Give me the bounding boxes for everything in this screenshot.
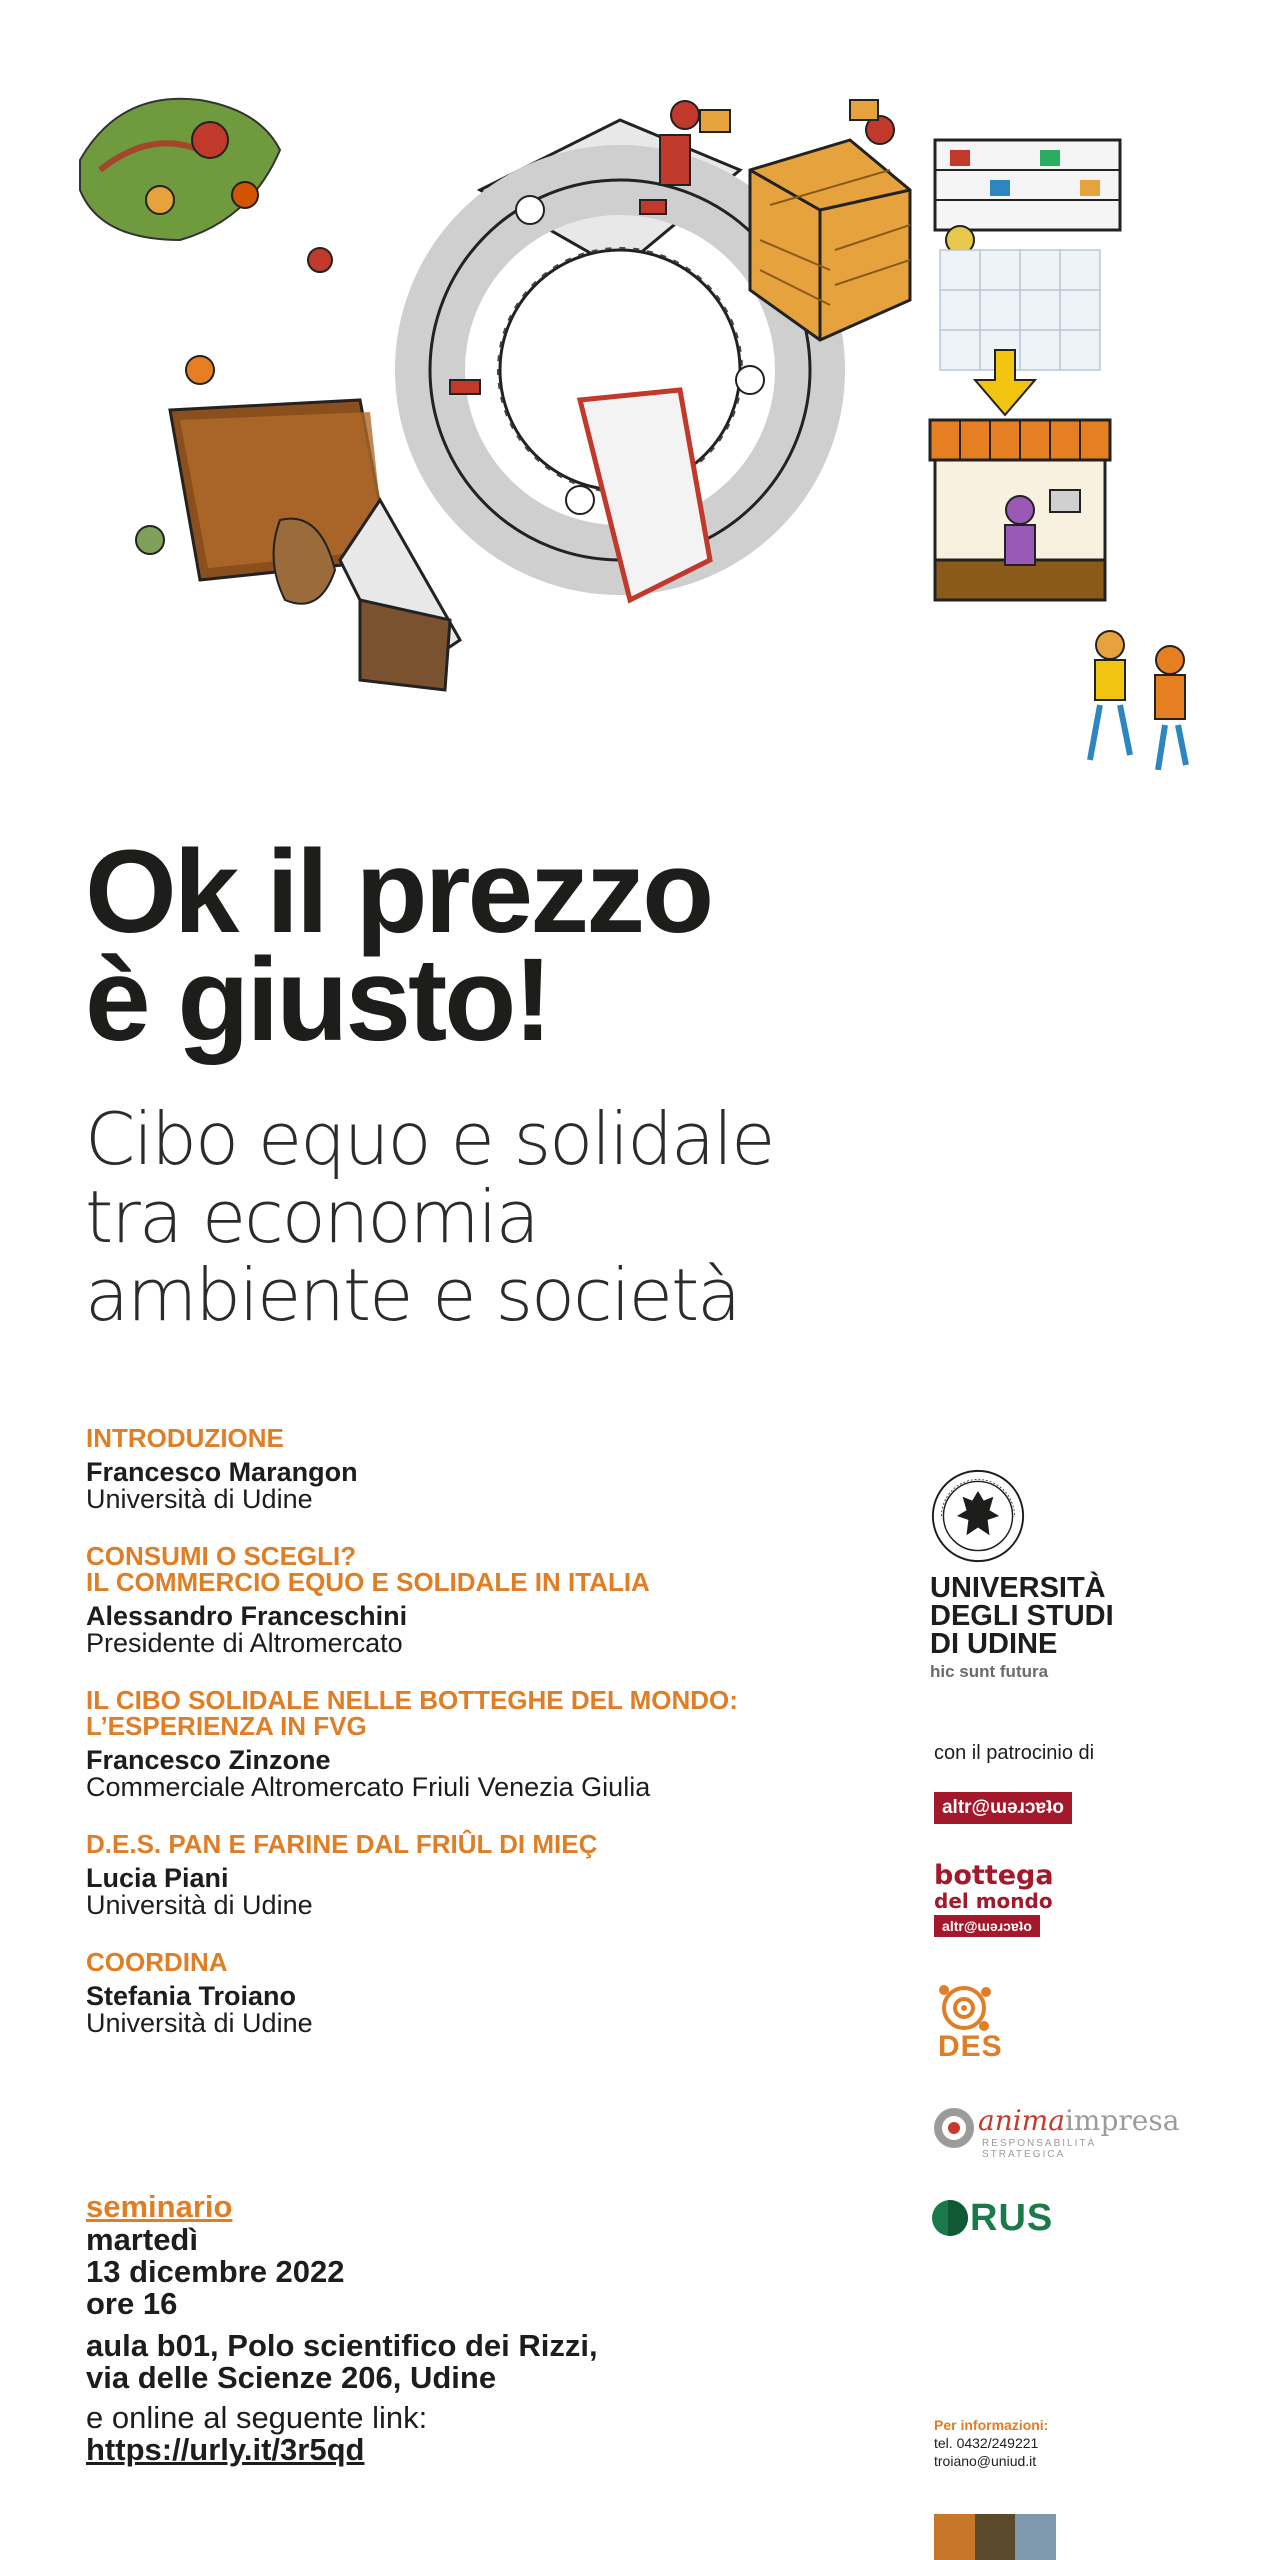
session-cibo-solidale xyxy=(86,1687,906,1801)
university-name xyxy=(930,1574,1160,1658)
contact-heading: Per informazioni: xyxy=(934,2417,1049,2433)
patronage-label: con il patrocinio di xyxy=(934,1742,1095,1764)
des-text: DES xyxy=(938,2030,1003,2063)
event-place-1: aula b01, Polo scientifico dei Rizzi, xyxy=(86,2328,598,2363)
session-heading-line: L’ESPERIENZA IN FVG xyxy=(86,1711,367,1741)
event-day: martedì xyxy=(86,2222,198,2257)
university-logo xyxy=(930,1468,1160,1682)
animaimpresa-name xyxy=(978,2104,1179,2137)
subtitle-line-3: ambiente e società xyxy=(85,1253,740,1337)
university-name-line: DI UDINE xyxy=(930,1628,1058,1660)
bottega-line-1: bottega xyxy=(934,1860,1054,1891)
session-heading xyxy=(86,1425,906,1451)
session-coordina xyxy=(86,1949,906,2037)
title-line-1: Ok il prezzo xyxy=(85,826,712,958)
speaker-name: Lucia Piani xyxy=(86,1863,229,1893)
session-heading-line: CONSUMI O SCEGLI? xyxy=(86,1541,357,1571)
session-des xyxy=(86,1831,906,1919)
hero-illustration xyxy=(60,40,1210,770)
color-bar-2 xyxy=(975,2514,1016,2560)
color-bar-1 xyxy=(934,2514,975,2560)
speaker-name: Alessandro Franceschini xyxy=(86,1601,408,1631)
event-link[interactable]: https://urly.it/3r5qd xyxy=(86,2432,365,2467)
session-heading-line: IL COMMERCIO EQUO E SOLIDALE IN ITALIA xyxy=(86,1567,650,1597)
contact-phone: tel. 0432/249221 xyxy=(934,2435,1039,2451)
animaimpresa-ring-icon xyxy=(934,2108,974,2148)
subtitle-line-2: tra economia xyxy=(85,1175,538,1259)
university-name-line: DEGLI STUDI xyxy=(930,1600,1114,1632)
session-introduzione xyxy=(86,1425,906,1513)
animaimpresa-tagline: RESPONSABILITÀ STRATEGICA xyxy=(982,2138,1097,2160)
seminar-label: seminario xyxy=(86,2189,233,2224)
speaker-name: Stefania Troiano xyxy=(86,1981,297,2011)
speaker-name: Francesco Marangon xyxy=(86,1457,358,1487)
speaker-role: Università di Udine xyxy=(86,1890,313,1920)
university-seal-icon xyxy=(930,1468,1026,1564)
rus-circle-icon xyxy=(932,2200,968,2236)
session-heading xyxy=(86,1687,906,1739)
bottega-line-2: del mondo xyxy=(934,1889,1053,1913)
subtitle-line-1: Cibo equo e solidale xyxy=(85,1097,774,1181)
contact-email: troiano@uniud.it xyxy=(934,2453,1037,2469)
rus-logo xyxy=(932,2196,1053,2240)
bottega-tag: altr@ɯǝɹɔɐʇo xyxy=(934,1915,1040,1937)
main-title xyxy=(85,826,985,1066)
color-bar-3 xyxy=(1015,2514,1056,2560)
program xyxy=(86,1425,906,2067)
event-time: ore 16 xyxy=(86,2286,178,2321)
university-name-line: UNIVERSITÀ xyxy=(930,1572,1106,1604)
session-heading-line: COORDINA xyxy=(86,1947,228,1977)
des-logo xyxy=(932,1978,1012,2066)
session-consumi xyxy=(86,1543,906,1657)
event-date: 13 dicembre 2022 xyxy=(86,2254,345,2289)
speaker-name: Francesco Zinzone xyxy=(86,1745,331,1775)
des-spiral-icon xyxy=(932,1978,1002,2034)
animaimpresa-name-b: impresa xyxy=(1064,2104,1180,2137)
subtitle xyxy=(85,1097,985,1337)
session-heading xyxy=(86,1543,906,1595)
session-heading-line: D.E.S. PAN E FARINE DAL FRIÛL DI MIEÇ xyxy=(86,1829,598,1859)
session-heading xyxy=(86,1831,906,1857)
university-motto: hic sunt futura xyxy=(930,1662,1049,1681)
rus-text: RUS xyxy=(970,2196,1054,2239)
session-heading-line: INTRODUZIONE xyxy=(86,1423,284,1453)
contact-info xyxy=(934,2416,1048,2470)
session-heading xyxy=(86,1949,906,1975)
speaker-role: Università di Udine xyxy=(86,1484,313,1514)
speaker-role: Presidente di Altromercato xyxy=(86,1628,403,1658)
event-place-2: via delle Scienze 206, Udine xyxy=(86,2360,497,2395)
speaker-role: Commerciale Altromercato Friuli Venezia Giulia xyxy=(86,1772,651,1802)
speaker-role: Università di Udine xyxy=(86,2008,313,2038)
altromercato-logo: altr@ɯǝɹɔɐʇo xyxy=(934,1792,1072,1824)
color-bars xyxy=(934,2514,1056,2560)
bottega-del-mondo-logo xyxy=(934,1862,1084,1937)
animaimpresa-name-a: anima xyxy=(978,2104,1065,2137)
animaimpresa-logo xyxy=(930,2100,1180,2160)
event-details xyxy=(86,2190,846,2466)
session-heading-line: IL CIBO SOLIDALE NELLE BOTTEGHE DEL MONDO: xyxy=(86,1685,738,1715)
event-online: e online al seguente link: xyxy=(86,2400,428,2435)
title-line-2: è giusto! xyxy=(85,934,550,1066)
